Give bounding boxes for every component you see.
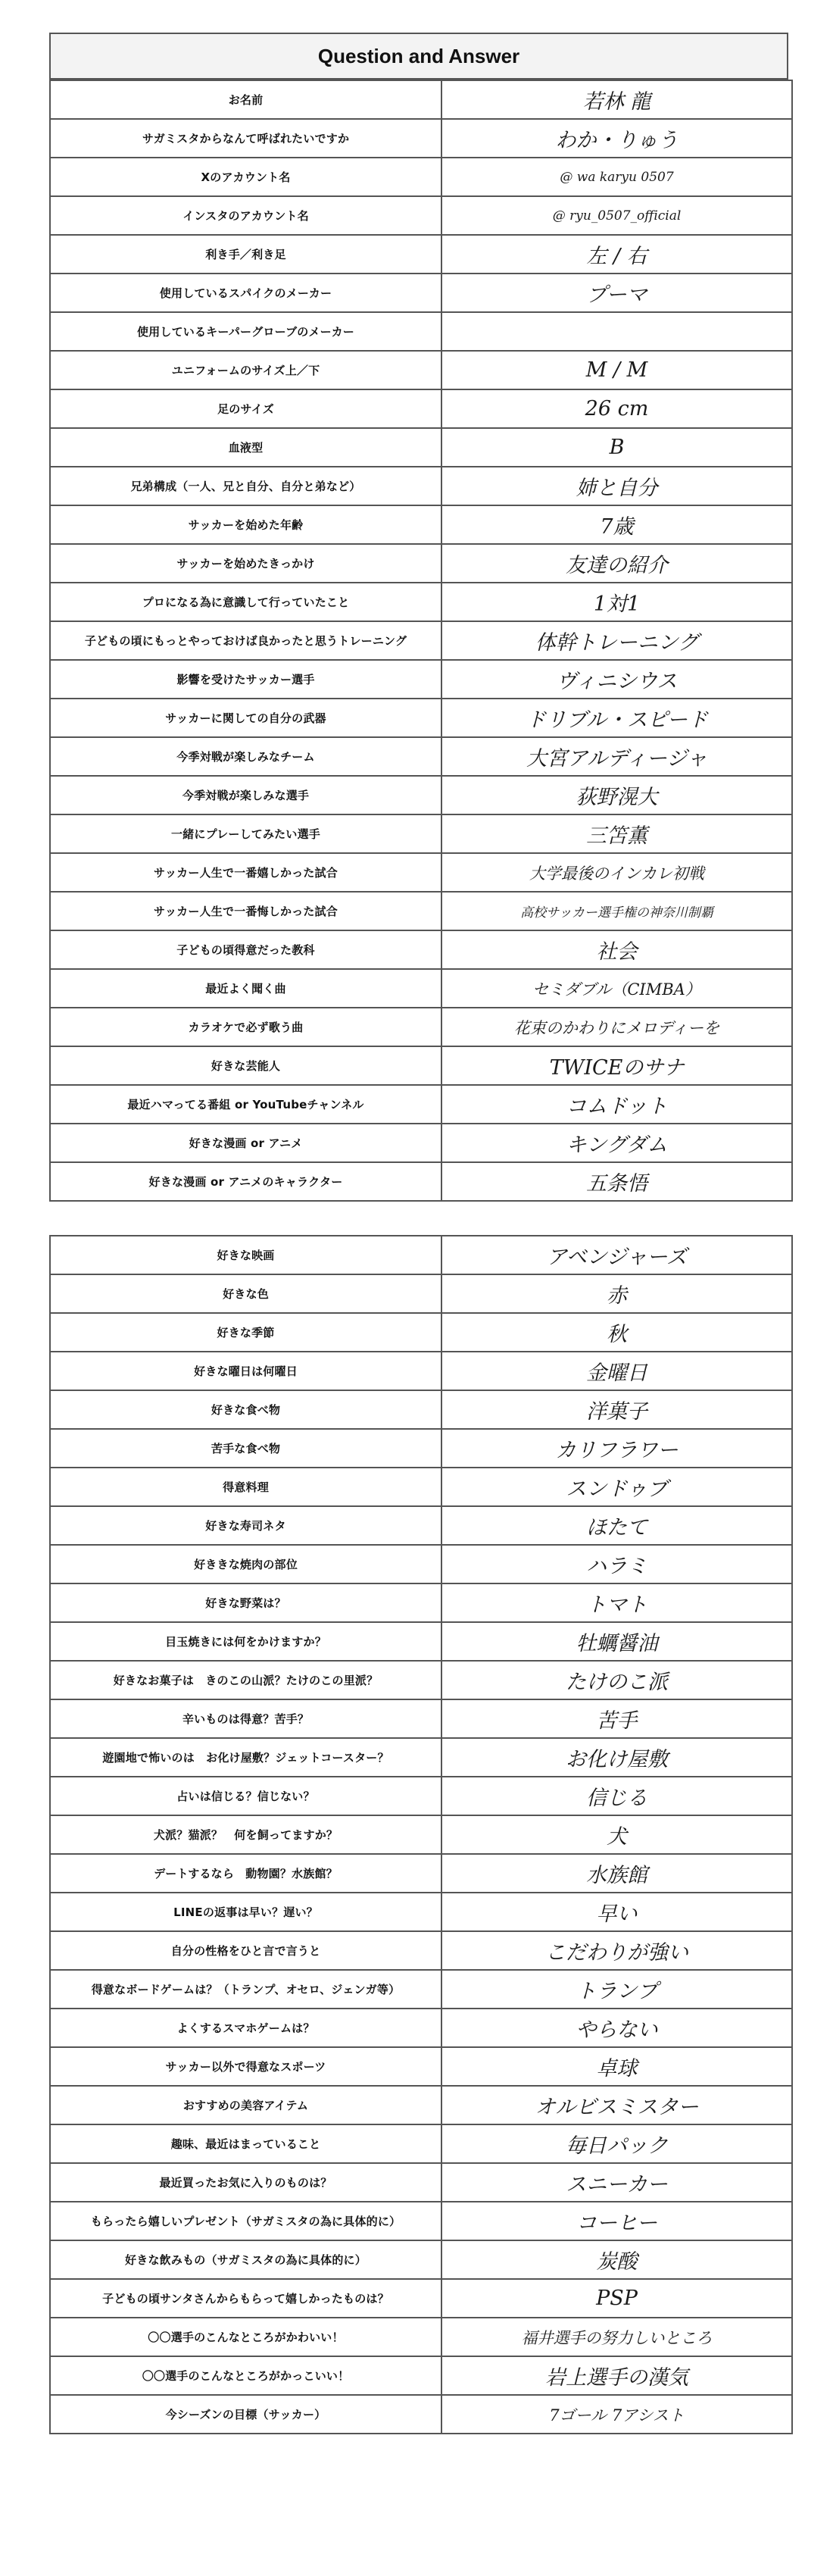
handwritten-answer: 若林 龍 bbox=[441, 80, 792, 119]
question-label: Xのアカウント名 bbox=[50, 158, 441, 196]
question-label: もらったら嬉しいプレゼント（サガミスタの為に具体的に） bbox=[50, 2202, 441, 2240]
qa-row bbox=[50, 80, 792, 119]
section-gap bbox=[49, 1202, 788, 1235]
qa-row bbox=[50, 1429, 792, 1468]
handwritten-answer: 苦手 bbox=[441, 1699, 792, 1738]
handwritten-answer: 1対1 bbox=[441, 583, 792, 621]
qa-row bbox=[50, 2124, 792, 2163]
question-label: 使用しているスパイクのメーカー bbox=[50, 274, 441, 312]
qa-row bbox=[50, 1545, 792, 1583]
handwritten-answer: 卓球 bbox=[441, 2047, 792, 2086]
question-label: 好きなお菓子は きのこの山派？たけのこの里派？ bbox=[50, 1661, 441, 1699]
sheet-title: Question and Answer bbox=[49, 33, 788, 80]
qa-row bbox=[50, 1468, 792, 1506]
handwritten-answer: ドリブル・スピード bbox=[441, 699, 792, 737]
question-label: よくするスマホゲームは？ bbox=[50, 2009, 441, 2047]
handwritten-answer: M / M bbox=[441, 351, 792, 389]
question-label: サッカー人生で一番悔しかった試合 bbox=[50, 892, 441, 930]
qa-row bbox=[50, 853, 792, 892]
handwritten-answer: 社会 bbox=[441, 930, 792, 969]
qa-row bbox=[50, 119, 792, 158]
question-label: 好きな寿司ネタ bbox=[50, 1506, 441, 1545]
question-label: 好きな色 bbox=[50, 1274, 441, 1313]
qa-row bbox=[50, 2240, 792, 2279]
question-label: 子どもの頃にもっとやっておけば良かったと思うトレーニング bbox=[50, 621, 441, 660]
question-label: 子どもの頃得意だった教科 bbox=[50, 930, 441, 969]
handwritten-answer: 友達の紹介 bbox=[441, 544, 792, 583]
qa-row bbox=[50, 235, 792, 274]
qa-row bbox=[50, 1661, 792, 1699]
qa-row bbox=[50, 1506, 792, 1545]
handwritten-answer: ハラミ bbox=[441, 1545, 792, 1583]
qa-row bbox=[50, 737, 792, 776]
question-label: 苦手な食べ物 bbox=[50, 1429, 441, 1468]
qa-row bbox=[50, 1313, 792, 1352]
handwritten-answer: スンドゥブ bbox=[441, 1468, 792, 1506]
question-label: 目玉焼きには何をかけますか？ bbox=[50, 1622, 441, 1661]
question-label: 占いは信じる？信じない？ bbox=[50, 1777, 441, 1815]
question-label: 遊園地で怖いのは お化け屋敷？ジェットコースター？ bbox=[50, 1738, 441, 1777]
handwritten-answer: ヴィニシウス bbox=[441, 660, 792, 699]
qa-row bbox=[50, 505, 792, 544]
qa-row bbox=[50, 389, 792, 428]
qa-row bbox=[50, 1777, 792, 1815]
qa-row bbox=[50, 2356, 792, 2395]
handwritten-answer: セミダブル（CIMBA） bbox=[441, 969, 792, 1008]
qa-row bbox=[50, 2086, 792, 2124]
question-label: 使用しているキーパーグローブのメーカー bbox=[50, 312, 441, 351]
handwritten-answer: オルビスミスター bbox=[441, 2086, 792, 2124]
handwritten-answer: たけのこ派 bbox=[441, 1661, 792, 1699]
handwritten-answer: お化け屋敷 bbox=[441, 1738, 792, 1777]
qa-table-section-2 bbox=[49, 1235, 793, 2434]
question-label: 趣味、最近はまっていること bbox=[50, 2124, 441, 2163]
question-label: 子どもの頃サンタさんからもらって嬉しかったものは？ bbox=[50, 2279, 441, 2318]
question-label: カラオケで必ず歌う曲 bbox=[50, 1008, 441, 1046]
handwritten-answer: 姉と自分 bbox=[441, 467, 792, 505]
handwritten-answer: 毎日パック bbox=[441, 2124, 792, 2163]
qa-row bbox=[50, 892, 792, 930]
qa-row bbox=[50, 1583, 792, 1622]
handwritten-answer: 早い bbox=[441, 1893, 792, 1931]
qa-row bbox=[50, 1893, 792, 1931]
question-label: サッカー人生で一番嬉しかった試合 bbox=[50, 853, 441, 892]
handwritten-answer: コーヒー bbox=[441, 2202, 792, 2240]
qa-row bbox=[50, 428, 792, 467]
qa-row bbox=[50, 351, 792, 389]
handwritten-answer: 26 cm bbox=[441, 389, 792, 428]
handwritten-answer: 牡蠣醤油 bbox=[441, 1622, 792, 1661]
qa-row bbox=[50, 1622, 792, 1661]
qa-row bbox=[50, 196, 792, 235]
qa-row bbox=[50, 544, 792, 583]
handwritten-answer: 花束のかわりにメロディーを bbox=[441, 1008, 792, 1046]
handwritten-answer: プーマ bbox=[441, 274, 792, 312]
handwritten-answer: 水族館 bbox=[441, 1854, 792, 1893]
qa-row bbox=[50, 158, 792, 196]
handwritten-answer: アベンジャーズ bbox=[441, 1236, 792, 1274]
qa-row bbox=[50, 2202, 792, 2240]
question-label: 好きな野菜は？ bbox=[50, 1583, 441, 1622]
question-label: 影響を受けたサッカー選手 bbox=[50, 660, 441, 699]
question-label: ユニフォームのサイズ上／下 bbox=[50, 351, 441, 389]
handwritten-answer: コムドット bbox=[441, 1085, 792, 1124]
handwritten-answer: 7ゴール 7アシスト bbox=[441, 2395, 792, 2434]
handwritten-answer: トマト bbox=[441, 1583, 792, 1622]
handwritten-answer: キングダム bbox=[441, 1124, 792, 1162]
qa-table-section-1 bbox=[49, 80, 793, 1202]
question-label: 足のサイズ bbox=[50, 389, 441, 428]
qa-row bbox=[50, 969, 792, 1008]
qa-row bbox=[50, 1236, 792, 1274]
question-label: 得意なボードゲームは？（トランプ、オセロ、ジェンガ等） bbox=[50, 1970, 441, 2009]
question-label: 今季対戦が楽しみなチーム bbox=[50, 737, 441, 776]
question-label: 辛いものは得意？苦手？ bbox=[50, 1699, 441, 1738]
qa-row bbox=[50, 2047, 792, 2086]
qa-row bbox=[50, 583, 792, 621]
handwritten-answer: 福井選手の努力しいところ bbox=[441, 2318, 792, 2356]
question-label: 好ききな焼肉の部位 bbox=[50, 1545, 441, 1583]
handwritten-answer: 三笘薫 bbox=[441, 814, 792, 853]
qa-row bbox=[50, 1274, 792, 1313]
handwritten-answer: 岩上選手の漢気 bbox=[441, 2356, 792, 2395]
handwritten-answer: 体幹トレーニング bbox=[441, 621, 792, 660]
handwritten-answer: 信じる bbox=[441, 1777, 792, 1815]
question-label: 好きな曜日は何曜日 bbox=[50, 1352, 441, 1390]
question-label: 〇〇選手のこんなところがかっこいい！ bbox=[50, 2356, 441, 2395]
handwritten-answer: 洋菓子 bbox=[441, 1390, 792, 1429]
handwritten-answer: 左 / 右 bbox=[441, 235, 792, 274]
handwritten-answer: スニーカー bbox=[441, 2163, 792, 2202]
qa-row bbox=[50, 1815, 792, 1854]
question-label: 自分の性格をひと言で言うと bbox=[50, 1931, 441, 1970]
handwritten-answer: 秋 bbox=[441, 1313, 792, 1352]
question-label: 得意料理 bbox=[50, 1468, 441, 1506]
handwritten-answer: 高校サッカー選手権の神奈川制覇 bbox=[441, 892, 792, 930]
handwritten-answer: 大宮アルディージャ bbox=[441, 737, 792, 776]
qa-row bbox=[50, 2279, 792, 2318]
question-label: 血液型 bbox=[50, 428, 441, 467]
qa-row bbox=[50, 1162, 792, 1201]
handwritten-answer: 犬 bbox=[441, 1815, 792, 1854]
qa-row bbox=[50, 814, 792, 853]
handwritten-answer: ほたて bbox=[441, 1506, 792, 1545]
question-label: 好きな芸能人 bbox=[50, 1046, 441, 1085]
qa-row bbox=[50, 274, 792, 312]
question-label: インスタのアカウント名 bbox=[50, 196, 441, 235]
qa-row bbox=[50, 2395, 792, 2434]
qa-row bbox=[50, 1738, 792, 1777]
question-label: お名前 bbox=[50, 80, 441, 119]
qa-row bbox=[50, 1046, 792, 1085]
handwritten-answer: やらない bbox=[441, 2009, 792, 2047]
handwritten-answer: 炭酸 bbox=[441, 2240, 792, 2279]
question-label: 今シーズンの目標（サッカー） bbox=[50, 2395, 441, 2434]
question-label: 好きな季節 bbox=[50, 1313, 441, 1352]
qa-row bbox=[50, 2318, 792, 2356]
qa-row bbox=[50, 621, 792, 660]
question-label: 好きな漫画 or アニメ bbox=[50, 1124, 441, 1162]
question-label: サッカーを始めた年齢 bbox=[50, 505, 441, 544]
question-label: 利き手／利き足 bbox=[50, 235, 441, 274]
handwritten-answer: 大学最後のインカレ初戦 bbox=[441, 853, 792, 892]
handwritten-answer: B bbox=[441, 428, 792, 467]
handwritten-answer: こだわりが強い bbox=[441, 1931, 792, 1970]
question-label: 犬派？猫派？ 何を飼ってますか？ bbox=[50, 1815, 441, 1854]
question-label: おすすめの美容アイテム bbox=[50, 2086, 441, 2124]
handwritten-answer: カリフラワー bbox=[441, 1429, 792, 1468]
question-label: 好きな食べ物 bbox=[50, 1390, 441, 1429]
qa-row bbox=[50, 1854, 792, 1893]
handwritten-answer: 五条悟 bbox=[441, 1162, 792, 1201]
question-label: 兄弟構成（一人、兄と自分、自分と弟など） bbox=[50, 467, 441, 505]
question-label: プロになる為に意識して行っていたこと bbox=[50, 583, 441, 621]
qa-row bbox=[50, 1699, 792, 1738]
qa-row bbox=[50, 1970, 792, 2009]
question-label: 最近買ったお気に入りのものは？ bbox=[50, 2163, 441, 2202]
qa-row bbox=[50, 2009, 792, 2047]
question-label: サッカー以外で得意なスポーツ bbox=[50, 2047, 441, 2086]
handwritten-answer: TWICEのサナ bbox=[441, 1046, 792, 1085]
handwritten-answer: 7歳 bbox=[441, 505, 792, 544]
qa-sheet bbox=[49, 33, 788, 2434]
handwritten-answer: @ ryu_0507_official bbox=[441, 196, 792, 235]
handwritten-answer bbox=[441, 312, 792, 351]
handwritten-answer: トランプ bbox=[441, 1970, 792, 2009]
qa-row bbox=[50, 1124, 792, 1162]
qa-row bbox=[50, 1352, 792, 1390]
qa-row bbox=[50, 699, 792, 737]
question-label: 好きな飲みもの（サガミスタの為に具体的に） bbox=[50, 2240, 441, 2279]
question-label: 最近ハマってる番組 or YouTubeチャンネル bbox=[50, 1085, 441, 1124]
qa-row bbox=[50, 467, 792, 505]
question-label: LINEの返事は早い？遅い？ bbox=[50, 1893, 441, 1931]
qa-row bbox=[50, 1931, 792, 1970]
handwritten-answer: 荻野滉大 bbox=[441, 776, 792, 814]
handwritten-answer: 金曜日 bbox=[441, 1352, 792, 1390]
question-label: 一緒にプレーしてみたい選手 bbox=[50, 814, 441, 853]
qa-row bbox=[50, 776, 792, 814]
question-label: 好きな漫画 or アニメのキャラクター bbox=[50, 1162, 441, 1201]
qa-row bbox=[50, 312, 792, 351]
handwritten-answer: 赤 bbox=[441, 1274, 792, 1313]
handwritten-answer: PSP bbox=[441, 2279, 792, 2318]
qa-row bbox=[50, 930, 792, 969]
qa-row bbox=[50, 660, 792, 699]
handwritten-answer: わか・りゅう bbox=[441, 119, 792, 158]
question-label: 最近よく聞く曲 bbox=[50, 969, 441, 1008]
question-label: サッカーに関しての自分の武器 bbox=[50, 699, 441, 737]
question-label: 今季対戦が楽しみな選手 bbox=[50, 776, 441, 814]
handwritten-answer: @ wa karyu 0507 bbox=[441, 158, 792, 196]
qa-row bbox=[50, 1008, 792, 1046]
question-label: サッカーを始めたきっかけ bbox=[50, 544, 441, 583]
qa-row bbox=[50, 1390, 792, 1429]
question-label: デートするなら 動物園？水族館？ bbox=[50, 1854, 441, 1893]
qa-row bbox=[50, 2163, 792, 2202]
question-label: 〇〇選手のこんなところがかわいい！ bbox=[50, 2318, 441, 2356]
qa-row bbox=[50, 1085, 792, 1124]
question-label: 好きな映画 bbox=[50, 1236, 441, 1274]
question-label: サガミスタからなんて呼ばれたいですか bbox=[50, 119, 441, 158]
